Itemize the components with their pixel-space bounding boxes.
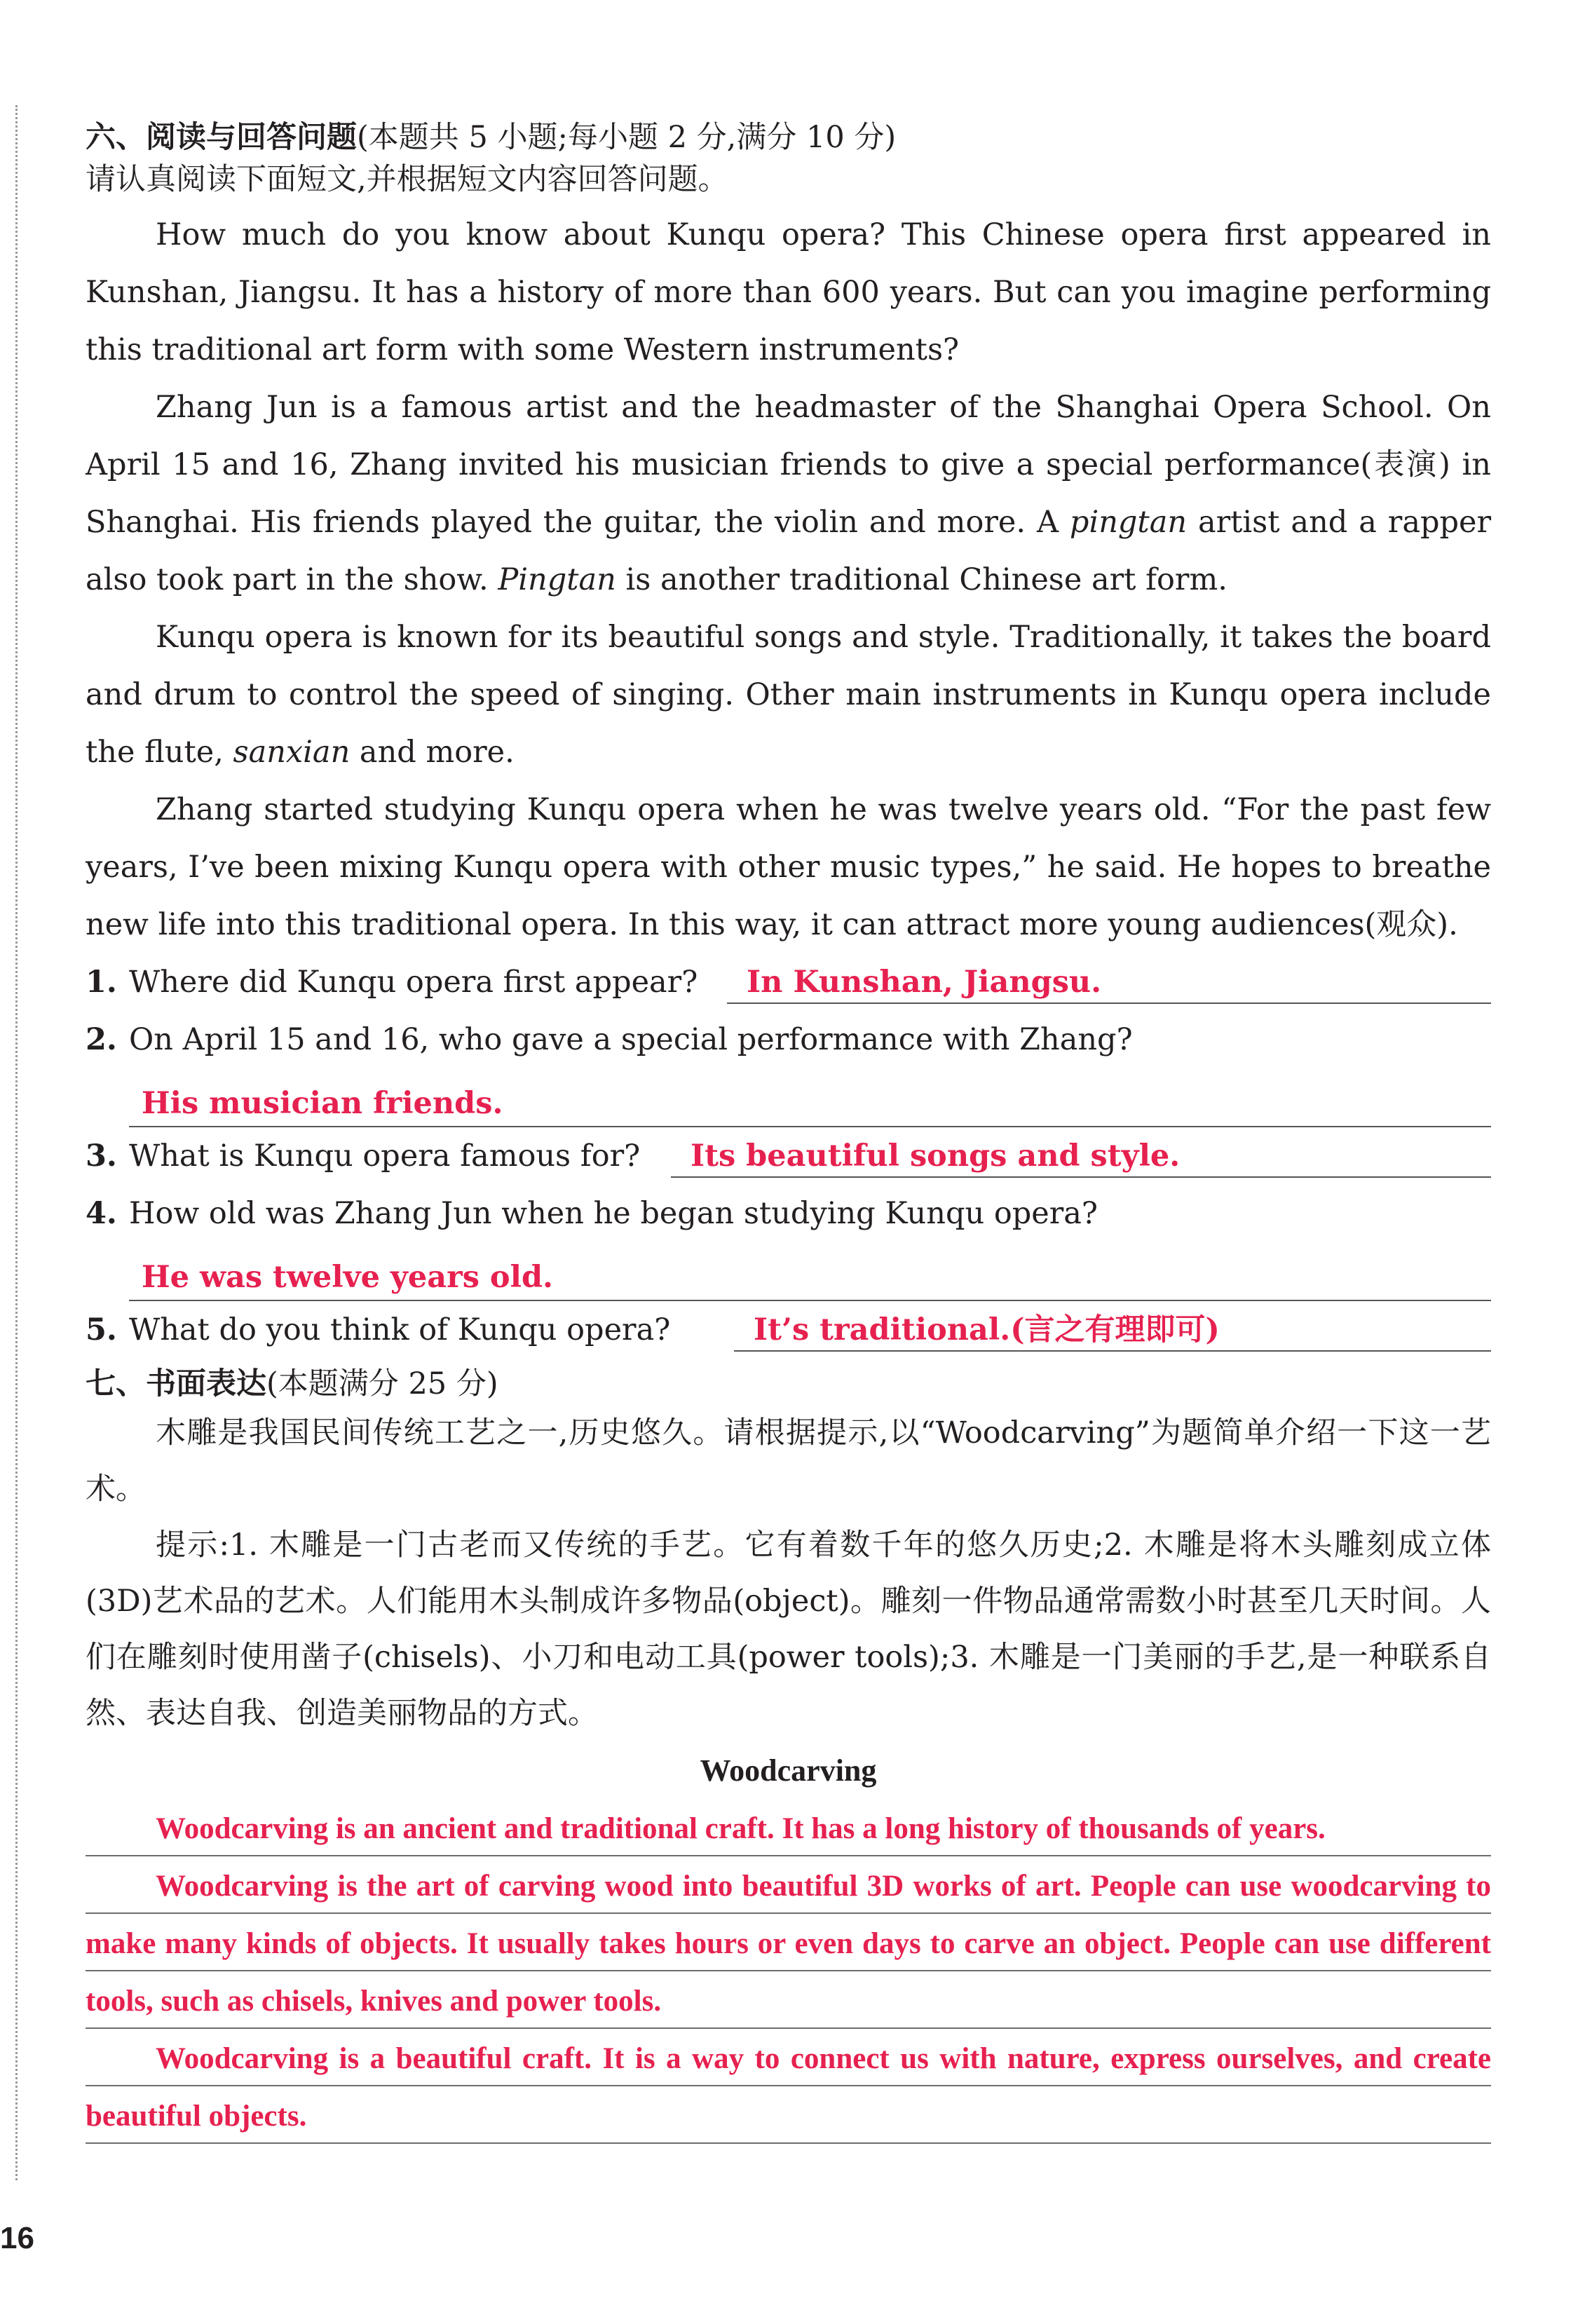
- answer-field-3[interactable]: [671, 1127, 1491, 1178]
- essay-title: Woodcarving: [700, 1753, 877, 1788]
- binding-margin-line: [15, 105, 18, 2180]
- p3-text-c: and more.: [350, 735, 515, 770]
- question-text: How old was Zhang Jun when he began studying Kunqu opera?: [129, 1196, 1098, 1231]
- reading-passage: [86, 206, 1491, 953]
- section7-note: (本题满分 25 分): [266, 1366, 498, 1401]
- section7-heading: [86, 1363, 1491, 1405]
- p3-italic-sanxian: sanxian: [233, 735, 351, 770]
- answer-text: In Kunshan, Jiangsu.: [747, 965, 1102, 1000]
- essay-paragraph-3: Woodcarving is a beautiful craft. It is a way to connect us with nature, express ourselves, and create beautiful objects.: [86, 2030, 1491, 2145]
- question-1: [86, 953, 1491, 1011]
- section7-hints: 提示:1. 木雕是一门古老而又传统的手艺。它有着数千年的悠久历史;2. 木雕是将木头雕刻成立体(3D)艺术品的艺术。人们能用木头制成许多物品(object)。雕刻一件物品通常需数小时甚至几天时间。人们在雕刻时使用凿子(chisels)、小刀和电动工具(power tools);3. 木雕是一门美丽的手艺,是一种联系自然、表达自我、创造美丽物品的方式。: [86, 1528, 1491, 1731]
- answer-text: His musician friends.: [142, 1086, 503, 1121]
- answer-field-5[interactable]: [734, 1301, 1491, 1352]
- answer-field-1[interactable]: [727, 953, 1491, 1004]
- section7-prompt: 木雕是我国民间传统工艺之一,历史悠久。请根据提示,以“Woodcarving”为题简单介绍一下这一艺术。: [86, 1415, 1491, 1507]
- question-3: [86, 1127, 1491, 1185]
- question-text: Where did Kunqu opera first appear?: [129, 965, 698, 1000]
- answer-field-2[interactable]: [129, 1068, 1491, 1127]
- question-number: 3.: [86, 1139, 117, 1174]
- p3-text-a: Kunqu opera is known for its beautiful songs and style. Traditionally, it takes the board and drum to control the speed of singing. Other main instruments in Kunqu opera include the flute,: [86, 620, 1491, 770]
- passage-paragraph-1: How much do you know about Kunqu opera? This Chinese opera first appeared in Kunshan, Jiangsu. It has a history of more than 600 years. But can you imagine performing this traditional art form with some Western instruments?: [86, 217, 1491, 367]
- question-text: What is Kunqu opera famous for?: [129, 1139, 641, 1174]
- p2-text-c: artist and a rapper also took part in the show.: [86, 505, 1492, 597]
- section6-note: (本题共 5 小题;每小题 2 分,满分 10 分): [357, 120, 897, 155]
- passage-paragraph-4: Zhang started studying Kunqu opera when he was twelve years old. “For the past few years, I’ve been mixing Kunqu opera with other music types,” he said. He hopes to breathe new life into this traditional opera. In this way, it can attract more young audiences(观众).: [86, 792, 1491, 942]
- page-content: [86, 114, 1491, 2145]
- question-number: 5.: [86, 1312, 117, 1347]
- essay-answer-area[interactable]: [86, 1800, 1491, 2145]
- answer-field-4[interactable]: [129, 1242, 1491, 1301]
- section6-heading: [86, 116, 1491, 158]
- essay-paragraph-2: Woodcarving is the art of carving wood into beautiful 3D works of art. People can use woodcarving to make many kinds of objects. It usually takes hours or even days to carve an object. People can use different tools, such as chisels, knives and power tools.: [86, 1858, 1491, 2030]
- p2-italic-pingtan-2: Pingtan: [498, 562, 616, 597]
- question-text: On April 15 and 16, who gave a special performance with Zhang?: [129, 1022, 1133, 1057]
- question-4: [86, 1185, 1491, 1242]
- p2-italic-pingtan: pingtan: [1069, 505, 1188, 540]
- passage-paragraph-2: [86, 379, 1491, 609]
- p2-text-a: Zhang Jun is a famous artist and the headmaster of the Shanghai Opera School. On April 15 and 16, Zhang invited his musician friends to give a special performance(表演) in Shanghai. His friends played the guitar, the violin and more. A: [86, 390, 1491, 540]
- p2-text-e: is another traditional Chinese art form.: [615, 562, 1227, 597]
- answer-text: Its beautiful songs and style.: [691, 1139, 1181, 1174]
- question-number: 2.: [86, 1022, 117, 1057]
- section7-title: 七、书面表达: [86, 1366, 266, 1401]
- essay-paragraph-1: Woodcarving is an ancient and traditional craft. It has a long history of thousands of years.: [86, 1800, 1491, 1858]
- question-5: [86, 1301, 1491, 1359]
- answer-text: It’s traditional.(言之有理即可): [754, 1312, 1220, 1347]
- section6-title: 六、阅读与回答问题: [86, 120, 357, 155]
- question-number: 1.: [86, 965, 117, 1000]
- page-number: 16: [0, 2221, 34, 2255]
- answer-text: He was twelve years old.: [142, 1260, 553, 1295]
- question-number: 4.: [86, 1196, 117, 1231]
- passage-paragraph-3: [86, 609, 1491, 781]
- question-2: [86, 1011, 1491, 1068]
- section6-instruction: 请认真阅读下面短文,并根据短文内容回答问题。: [86, 162, 728, 197]
- question-text: What do you think of Kunqu opera?: [129, 1312, 671, 1347]
